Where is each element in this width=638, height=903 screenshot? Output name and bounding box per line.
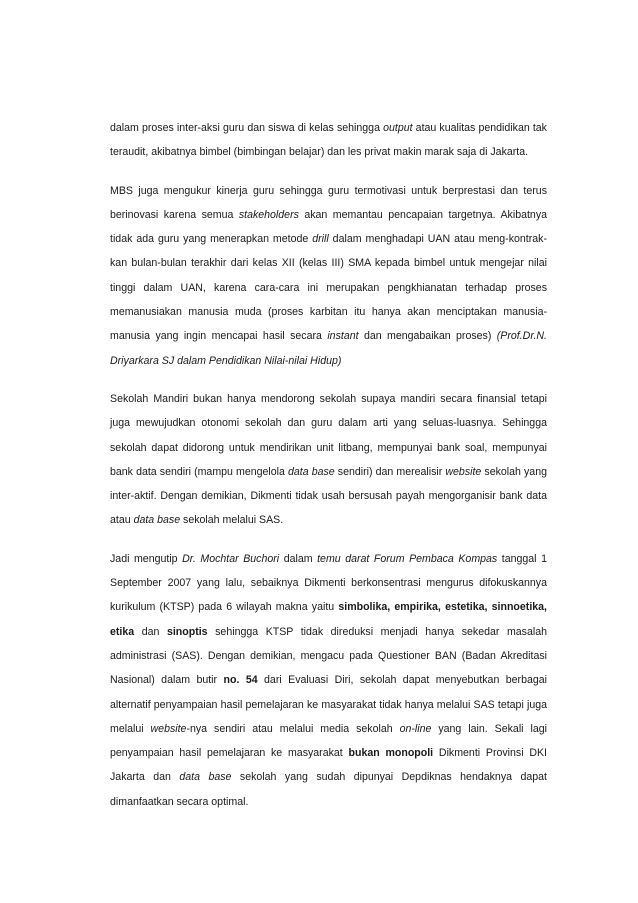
italic-term: data base (133, 514, 181, 527)
text-run: dalam menghadapi UAN atau meng-kontrak-kan bulan-bulan terakhir dari kelas XII (kelas III) SMA kepada bimbel untuk mengejar nilai tinggi dalam UAN, karena cara-cara ini merupakan pengkhianatan terhadap proses memanusiakan manusia muda (proses karbitan itu hanya akan menciptakan manusia-manusia yang ingin mencapai hasil secara (110, 233, 547, 343)
italic-term: instant (327, 330, 359, 343)
italic-term: temu darat Forum Pembaca Kompas (317, 552, 498, 565)
text-run: dalam (279, 552, 318, 565)
text-run: yang lain. Sekali lagi penyampaian hasil pemelajaran ke masyarakat (110, 722, 547, 760)
italic-term: website (445, 465, 482, 478)
paragraph-4 (110, 547, 547, 814)
italic-term: drill (312, 233, 329, 246)
text-run: sekolah melalui SAS. (180, 514, 284, 527)
text-run: dalam proses inter-aksi guru dan siswa di kelas sehingga (110, 122, 384, 134)
italic-term: stakeholders (238, 208, 299, 221)
paragraph-2 (110, 179, 547, 373)
text-run: dari Evaluasi Diri, sekolah dapat menyebutkan berbagai alternatif penyampaian hasil pemelajaran ke masyarakat tidak hanya melalui SAS tetapi juga melalui (110, 674, 547, 735)
bold-term: bukan monopoli (348, 747, 434, 760)
text-run: Jadi mengutip (110, 552, 183, 565)
text-run: sekolah yang inter-aktif. Dengan demikian, Dikmenti tidak usah bersusah payah mengorganisir bank data atau (110, 465, 547, 527)
text-run: dan (134, 625, 167, 638)
text-run: dan mengabaikan proses) (358, 330, 497, 343)
italic-term: on-line (399, 722, 432, 735)
text-run: -nya sendiri atau melalui media sekolah (186, 722, 400, 735)
text-run: tanggal 1 September 2007 yang lalu, sebaiknya Dikmenti berkonsentrasi mengurus difokuskannya kurikulum (KTSP) pada 6 wilayah makna yaitu (110, 552, 547, 614)
italic-term: data base (179, 771, 232, 784)
bold-term: sinoptis (166, 625, 208, 638)
text-run: Dikmenti Provinsi DKI Jakarta dan (110, 747, 547, 784)
italic-term: output (383, 122, 413, 134)
text-run: MBS juga mengukur kinerja guru sehingga guru termotivasi untuk berprestasi dan terus berinovasi karena semua (110, 184, 547, 221)
italic-name: Dr. Mochtar Buchori (182, 552, 280, 565)
italic-term: website (150, 722, 187, 735)
bold-term: no. 54 (223, 674, 258, 687)
paragraph-1 (110, 116, 547, 165)
bold-term: simbolika, empirika, estetika, sinnoetika, etika (110, 601, 547, 638)
text-run: sehingga KTSP tidak direduksi menjadi hanya sekedar masalah administrasi (SAS). Dengan demikian, mengacu pada Questioner BAN (Badan Akreditasi Nasional) dalam butir (110, 625, 547, 687)
document-page (110, 116, 547, 828)
text-run: atau kualitas pendidikan tak teraudit, akibatnya bimbel (bimbingan belajar) dan les privat makin marak saja di Jakarta. (110, 122, 547, 159)
citation: (Prof.Dr.N. Driyarkara SJ dalam Pendidikan Nilai-nilai Hidup) (110, 330, 547, 367)
text-run: Sekolah Mandiri bukan hanya mendorong sekolah supaya mandiri secara finansial tetapi juga mewujudkan otonomi sekolah dan guru dalam arti yang seluas-luasnya. Sehingga sekolah dapat didorong untuk mendirikan unit litbang, mempunyai bank soal, mempunyai bank data sendiri (mampu mengelola (110, 392, 547, 478)
text-run: sendiri) dan merealisir (334, 465, 446, 478)
text-run: sekolah yang sudah dipunyai Depdiknas hendaknya dapat dimanfaatkan secara optimal. (110, 771, 547, 808)
italic-term: data base (288, 465, 335, 478)
paragraph-3 (110, 387, 547, 533)
text-run: akan memantau pencapaian targetnya. Akibatnya tidak ada guru yang menerapkan metode (110, 208, 548, 246)
